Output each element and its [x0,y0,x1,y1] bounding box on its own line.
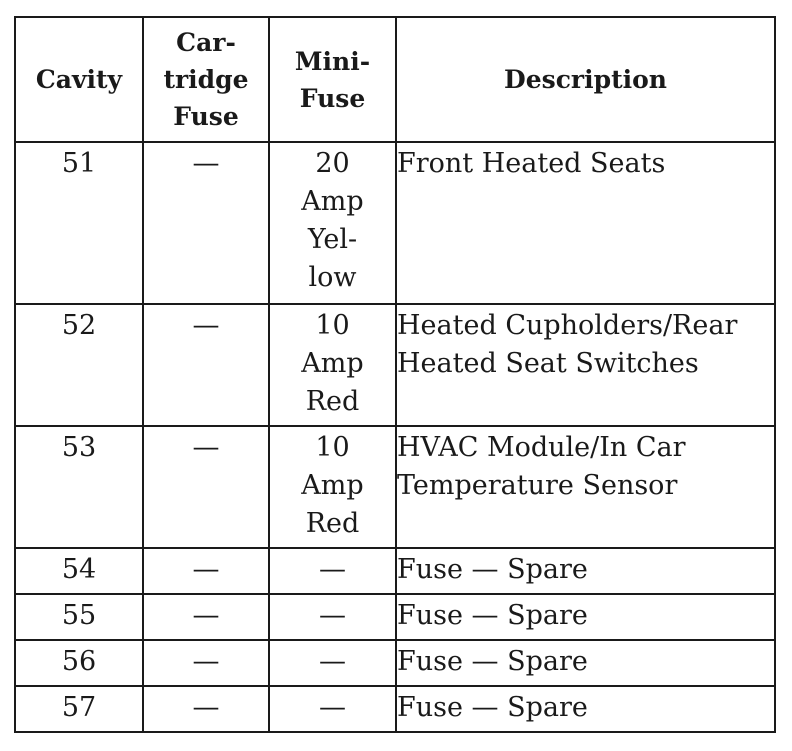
description-cell [396,594,775,640]
cavity-cell-line: 54 [61,554,97,585]
cartridge-fuse-cell [143,548,269,594]
description-cell [396,426,775,548]
table-row [15,686,775,732]
mini-fuse-cell [269,142,396,304]
description-cell [396,640,775,686]
table-row [15,304,775,426]
description-cell-line: Temperature Sensor [397,470,678,501]
table-row [15,594,775,640]
description-cell-line: Fuse — Spare [397,646,588,677]
cartridge-fuse-cell-line: — [192,692,220,723]
header-cartridge-line: Fuse [173,102,239,131]
mini-fuse-cell-line: — [319,646,346,677]
fuse-table [14,16,776,733]
table-row [15,548,775,594]
mini-fuse-cell [269,548,396,594]
description-cell-line: Fuse — Spare [397,554,588,585]
cavity-cell-line: 56 [61,646,97,677]
header-mini-fuse [269,17,396,142]
mini-fuse-cell [269,686,396,732]
cavity-cell-line: 53 [61,432,97,463]
cavity-cell-line: 57 [61,692,97,723]
mini-fuse-cell [269,304,396,426]
header-row [15,17,775,142]
header-mini-line: Fuse [299,83,366,113]
header-description [396,17,775,142]
description-cell-line: Fuse — Spare [397,692,588,723]
cartridge-fuse-cell-line: — [192,600,220,631]
cavity-cell [15,594,143,640]
table-row [15,426,775,548]
mini-fuse-cell-line: Yel- [307,224,358,255]
cartridge-fuse-cell [143,426,269,548]
cavity-cell-line: 52 [61,310,97,341]
mini-fuse-cell [269,426,396,548]
header-mini-line: Mini- [294,46,371,76]
mini-fuse-cell-line: Red [305,508,360,539]
header-cartridge-line: Car- [176,28,236,57]
cavity-cell [15,426,143,548]
cavity-cell-line: 51 [61,148,97,179]
cavity-cell [15,142,143,304]
mini-fuse-cell-line: 10 [315,310,350,341]
description-cell-line: Heated Cupholders/Rear [397,310,738,341]
cartridge-fuse-cell-line: — [192,554,220,585]
cartridge-fuse-cell-line: — [192,432,220,463]
description-cell-line: Front Heated Seats [397,148,666,179]
header-description-line: Description [504,65,667,94]
header-cavity [15,17,143,142]
table-body [15,142,775,732]
description-cell-line: HVAC Module/In Car [397,432,686,463]
cartridge-fuse-cell-line: — [192,646,220,677]
mini-fuse-cell [269,594,396,640]
header-cartridge-line: tridge [163,65,249,94]
cartridge-fuse-cell [143,686,269,732]
mini-fuse-cell-line: — [319,600,346,631]
description-cell-line: Heated Seat Switches [397,348,699,379]
cartridge-fuse-cell-line: — [192,148,220,179]
cavity-cell [15,640,143,686]
description-cell [396,686,775,732]
cavity-cell [15,686,143,732]
description-cell-line: Fuse — Spare [397,600,588,631]
mini-fuse-cell-line: low [308,262,357,293]
mini-fuse-cell [269,640,396,686]
cavity-cell-line: 55 [61,600,97,631]
description-cell [396,304,775,426]
cartridge-fuse-cell-line: — [192,310,220,341]
mini-fuse-cell-line: Red [305,386,360,417]
mini-fuse-cell-line: Amp [301,470,364,501]
description-cell [396,142,775,304]
cartridge-fuse-cell [143,304,269,426]
mini-fuse-cell-line: — [319,692,346,723]
mini-fuse-cell-line: 20 [315,148,350,179]
table-row [15,142,775,304]
mini-fuse-cell-line: Amp [301,348,364,379]
mini-fuse-cell-line: Amp [301,186,364,217]
table-row [15,640,775,686]
description-cell [396,548,775,594]
cartridge-fuse-cell [143,640,269,686]
table-header [15,17,775,142]
cavity-cell [15,304,143,426]
header-cavity-line: Cavity [35,65,123,94]
cavity-cell [15,548,143,594]
mini-fuse-cell-line: — [319,554,346,585]
cartridge-fuse-cell [143,142,269,304]
header-cartridge-fuse [143,17,269,142]
mini-fuse-cell-line: 10 [315,432,350,463]
cartridge-fuse-cell [143,594,269,640]
